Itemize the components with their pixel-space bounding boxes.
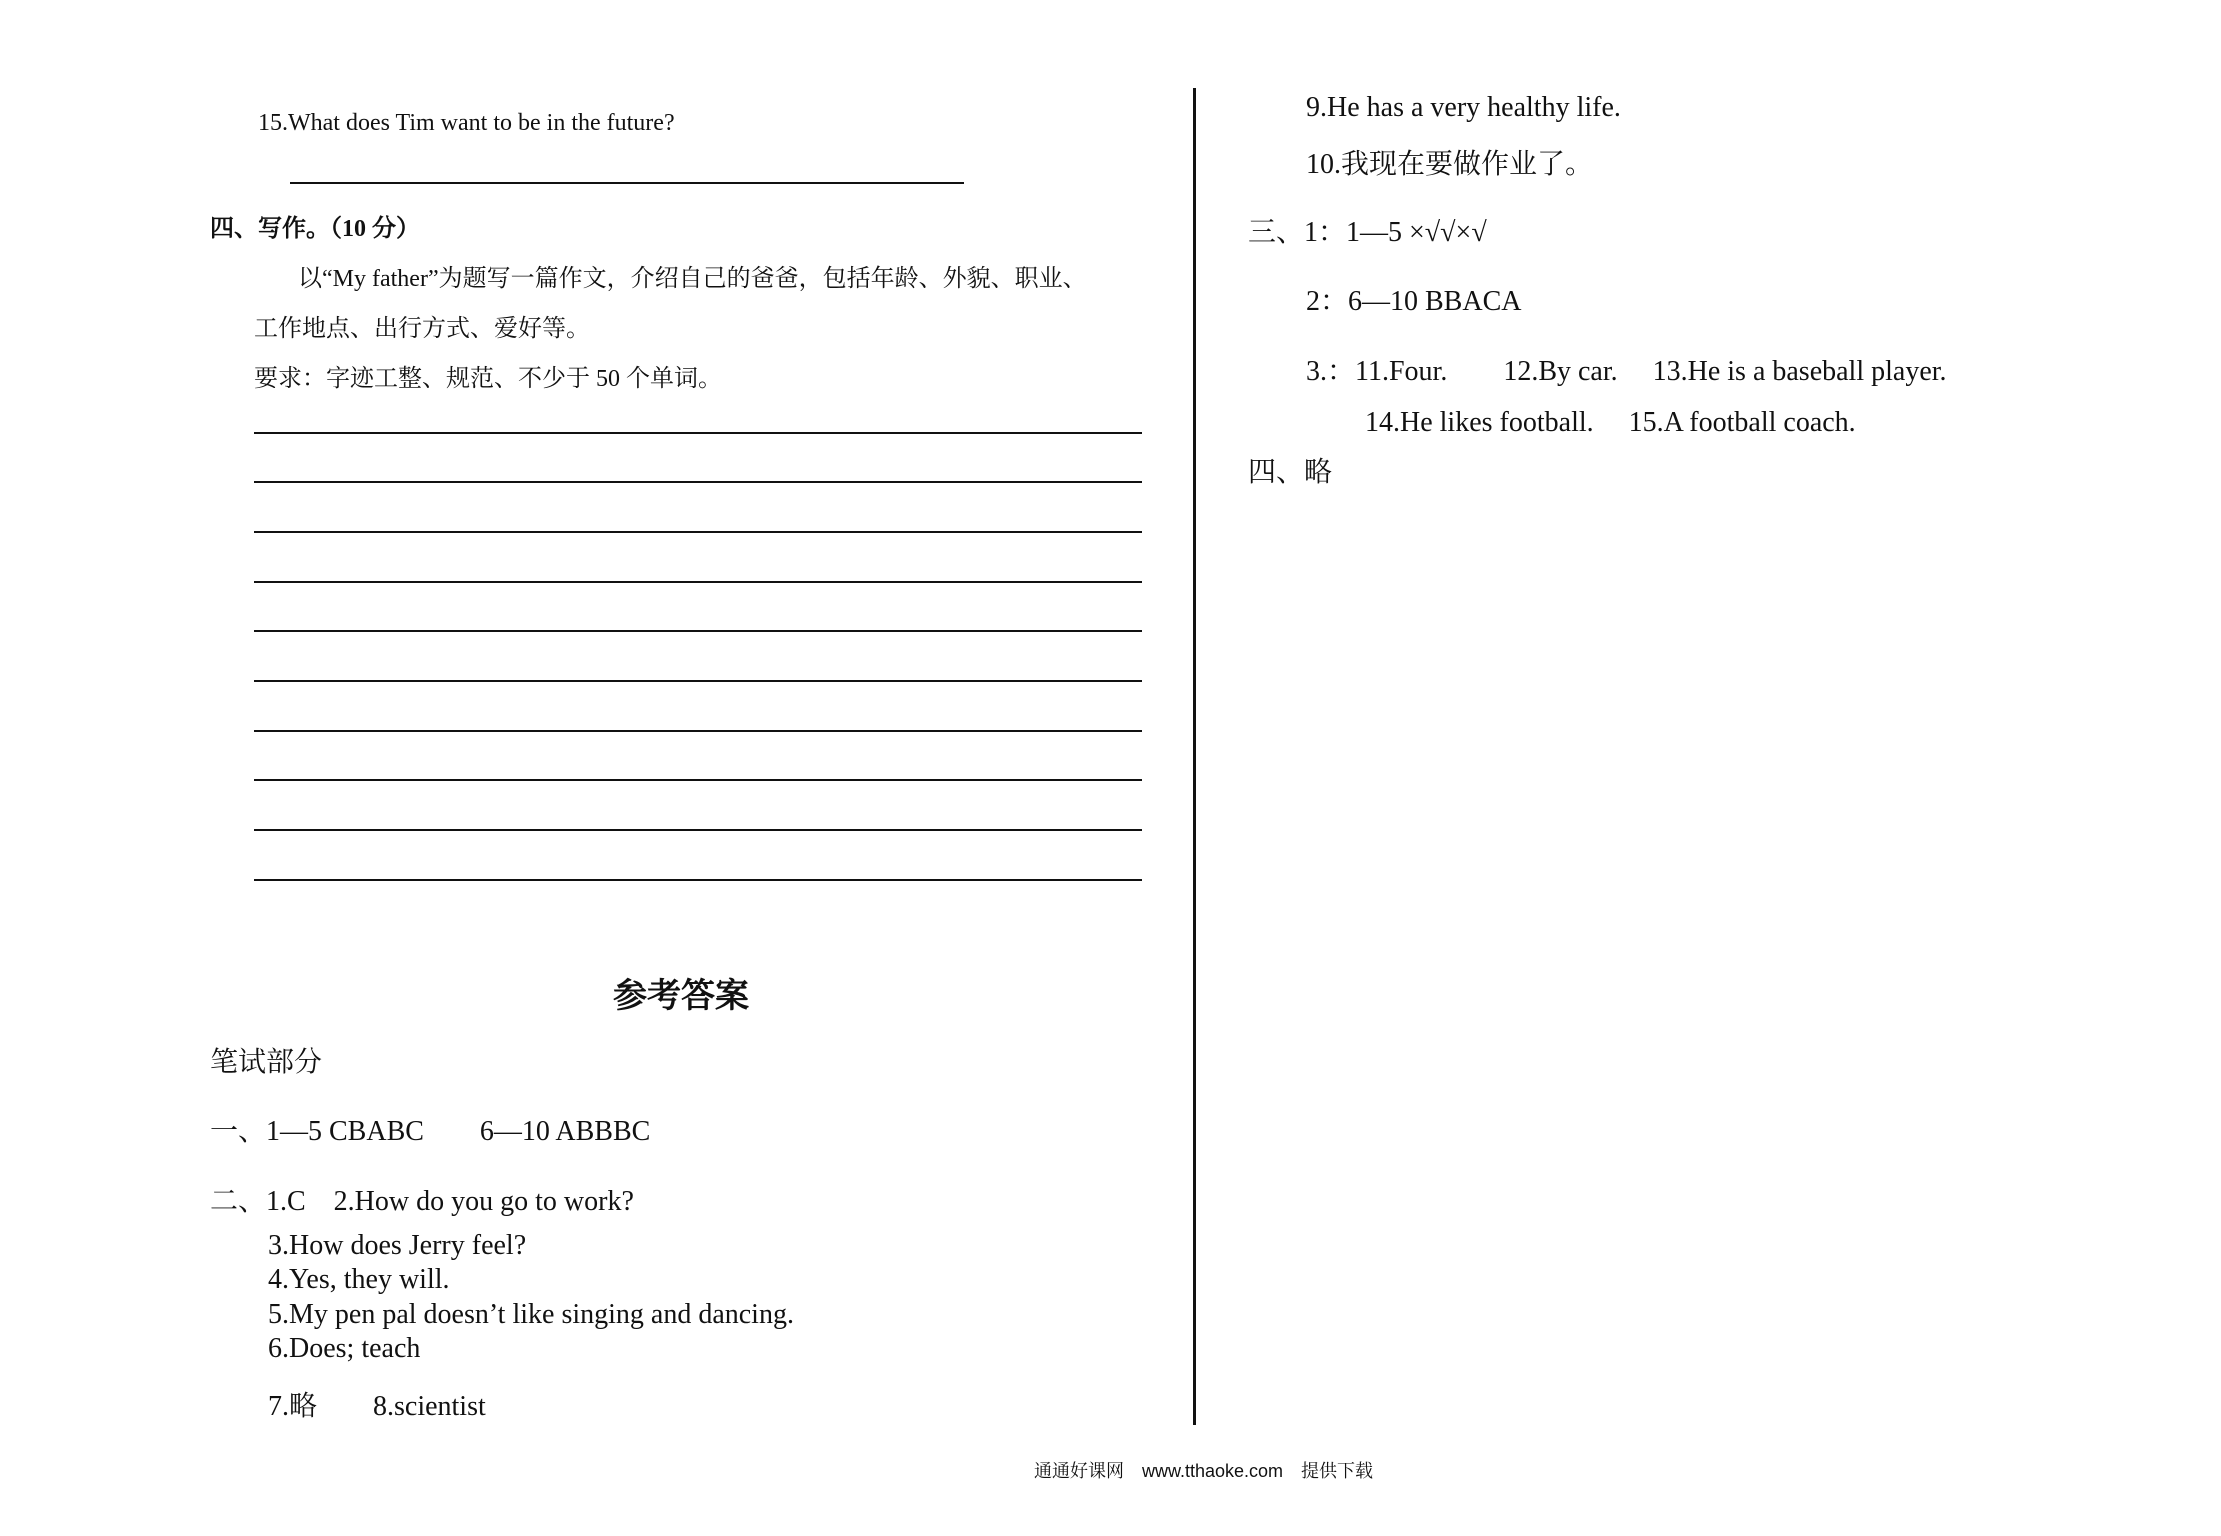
writing-line bbox=[254, 432, 1142, 434]
answer-10: 10.我现在要做作业了。 bbox=[1306, 149, 1594, 180]
footer-source: 通通好课网 www.tthaoke.com 提供下载 bbox=[1034, 1461, 1374, 1481]
answer-9: 9.He has a very healthy life. bbox=[1306, 92, 1621, 123]
writing-line bbox=[254, 630, 1142, 632]
writing-line bbox=[254, 730, 1142, 732]
column-divider bbox=[1193, 88, 1196, 1425]
writing-requirement: 要求：字迹工整、规范、不少于 50 个单词。 bbox=[254, 366, 722, 392]
section-3-part-3-line2: 14.He likes football. 15.A football coach. bbox=[1365, 407, 1856, 438]
section-2-answers-7-8: 7.略 8.scientist bbox=[268, 1391, 486, 1422]
section-2-answer-5: 5.My pen pal doesn’t like singing and dancing. bbox=[268, 1299, 794, 1330]
question-15: 15.What does Tim want to be in the future? bbox=[258, 110, 675, 136]
writing-line bbox=[254, 779, 1142, 781]
writing-prompt-line2: 工作地点、出行方式、爱好等。 bbox=[254, 316, 590, 342]
writing-line bbox=[254, 829, 1142, 831]
section-4-answer: 四、略 bbox=[1248, 457, 1333, 488]
section-2-answers-line1: 二、1.C 2.How do you go to work? bbox=[210, 1186, 634, 1217]
answer-line-q15 bbox=[290, 182, 964, 184]
section-1-answers: 一、1—5 CBABC 6—10 ABBBC bbox=[210, 1116, 651, 1147]
writing-line bbox=[254, 680, 1142, 682]
writing-line bbox=[254, 481, 1142, 483]
section-3-part-1: 三、1：1—5 ×√√×√ bbox=[1248, 217, 1487, 248]
section-2-answer-3: 3.How does Jerry feel? bbox=[268, 1230, 527, 1261]
section-3-part-2: 2：6—10 BBACA bbox=[1306, 286, 1522, 317]
answer-key-title: 参考答案 bbox=[613, 978, 749, 1015]
writing-line bbox=[254, 581, 1142, 583]
section-2-answer-6: 6.Does; teach bbox=[268, 1333, 421, 1364]
writing-heading: 四、写作。（10 分） bbox=[210, 216, 420, 242]
section-3-part-3-line1: 3.：11.Four. 12.By car. 13.He is a baseball player. bbox=[1306, 356, 1947, 387]
written-part-heading: 笔试部分 bbox=[210, 1047, 323, 1078]
section-2-answer-4: 4.Yes, they will. bbox=[268, 1264, 450, 1295]
writing-prompt-line1: 以“My father”为题写一篇作文，介绍自己的爸爸，包括年龄、外貌、职业、 bbox=[298, 266, 1087, 292]
writing-line bbox=[254, 531, 1142, 533]
writing-line bbox=[254, 879, 1142, 881]
